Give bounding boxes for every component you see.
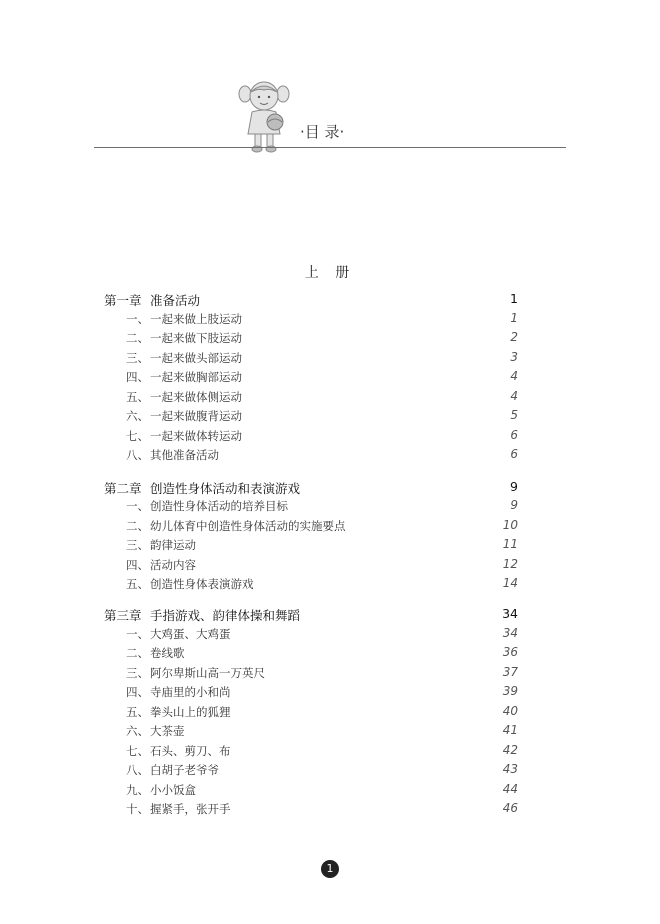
section-number: 一、 — [126, 499, 149, 513]
section-number: 四、 — [126, 685, 149, 699]
section-number: 五、 — [126, 705, 149, 719]
section-title: 阿尔卑斯山高一万英尺 — [150, 666, 265, 680]
section-title: 石头、剪刀、布 — [150, 744, 231, 758]
section-title: 其他准备活动 — [150, 448, 219, 462]
toc-section[interactable] — [104, 665, 520, 685]
section-title: 大茶壶 — [150, 724, 185, 738]
toc-section[interactable] — [104, 684, 520, 704]
chapter-title: 创造性身体活动和表演游戏 — [150, 481, 301, 496]
toc-section[interactable] — [104, 311, 520, 331]
toc-section[interactable] — [104, 557, 520, 577]
toc-section[interactable] — [104, 704, 520, 724]
section-number: 四、 — [126, 558, 149, 572]
toc-section[interactable] — [104, 447, 520, 467]
toc-section[interactable] — [104, 782, 520, 802]
toc-chapter-1[interactable] — [104, 291, 520, 311]
section-page: 1 — [510, 311, 518, 325]
section-number: 一、 — [126, 627, 149, 641]
toc-section[interactable] — [104, 626, 520, 646]
section-page: 6 — [510, 428, 518, 442]
section-number: 三、 — [126, 351, 149, 365]
section-number: 一、 — [126, 312, 149, 326]
toc-section[interactable] — [104, 537, 520, 557]
section-page: 46 — [502, 801, 518, 815]
toc-section[interactable] — [104, 518, 520, 538]
section-number: 八、 — [126, 763, 149, 777]
section-title: 创造性身体表演游戏 — [150, 577, 254, 591]
toc-chapter-3[interactable] — [104, 606, 520, 626]
section-title: 一起来做体转运动 — [150, 429, 242, 443]
section-page: 40 — [502, 704, 518, 718]
toc-section[interactable] — [104, 645, 520, 665]
section-page: 9 — [510, 498, 518, 512]
volume-title: 上 册 — [304, 265, 356, 281]
section-title: 大鸡蛋、大鸡蛋 — [150, 627, 231, 641]
section-title: 一起来做腹背运动 — [150, 409, 242, 423]
section-page: 37 — [502, 665, 518, 679]
section-number: 三、 — [126, 666, 149, 680]
section-number: 九、 — [126, 783, 149, 797]
toc-section[interactable] — [104, 801, 520, 821]
section-title: 拳头山上的狐狸 — [150, 705, 231, 719]
toc-section[interactable] — [104, 408, 520, 428]
toc-section[interactable] — [104, 498, 520, 518]
toc-section[interactable] — [104, 330, 520, 350]
section-title: 一起来做下肢运动 — [150, 331, 242, 345]
section-number: 十、 — [126, 802, 149, 816]
section-number: 三、 — [126, 538, 149, 552]
section-page: 14 — [502, 576, 518, 590]
toc-section[interactable] — [104, 428, 520, 448]
chapter-title: 准备活动 — [150, 293, 201, 308]
section-title: 一起来做胸部运动 — [150, 370, 242, 384]
toc-section[interactable] — [104, 389, 520, 409]
toc-chapter-2[interactable] — [104, 479, 520, 499]
section-page: 44 — [502, 782, 518, 796]
section-title: 韵律运动 — [150, 538, 196, 552]
section-page: 41 — [502, 723, 518, 737]
section-title: 卷线歌 — [150, 646, 185, 660]
section-title: 一起来做头部运动 — [150, 351, 242, 365]
section-title: 白胡子老爷爷 — [150, 763, 219, 777]
section-number: 八、 — [126, 448, 149, 462]
section-page: 12 — [502, 557, 518, 571]
section-number: 二、 — [126, 331, 149, 345]
chapter-title: 手指游戏、韵律体操和舞蹈 — [150, 608, 301, 623]
section-page: 43 — [502, 762, 518, 776]
chapter-page: 9 — [510, 479, 518, 494]
section-title: 一起来做上肢运动 — [150, 312, 242, 326]
section-number: 六、 — [126, 724, 149, 738]
page-title: ·目 录· — [300, 123, 345, 141]
section-number: 二、 — [126, 646, 149, 660]
page-number: 1 — [321, 860, 339, 878]
section-page: 3 — [510, 350, 518, 364]
section-page: 34 — [502, 626, 518, 640]
chapter-label: 第三章 — [104, 608, 142, 623]
section-title: 寺庙里的小和尚 — [150, 685, 231, 699]
section-page: 36 — [502, 645, 518, 659]
section-number: 六、 — [126, 409, 149, 423]
section-title: 小小饭盒 — [150, 783, 196, 797]
toc-section[interactable] — [104, 576, 520, 596]
section-title: 幼儿体育中创造性身体活动的实施要点 — [150, 519, 346, 533]
section-page: 11 — [502, 537, 518, 551]
section-number: 二、 — [126, 519, 149, 533]
section-page: 4 — [510, 369, 518, 383]
toc-section[interactable] — [104, 723, 520, 743]
section-number: 七、 — [126, 744, 149, 758]
chapter-label: 第一章 — [104, 293, 142, 308]
section-page: 39 — [502, 684, 518, 698]
section-page: 5 — [510, 408, 518, 422]
section-page: 2 — [510, 330, 518, 344]
toc-section[interactable] — [104, 743, 520, 763]
section-number: 四、 — [126, 370, 149, 384]
toc-section[interactable] — [104, 762, 520, 782]
section-number: 七、 — [126, 429, 149, 443]
girl-holding-ball-icon — [236, 78, 292, 154]
section-title: 创造性身体活动的培养目标 — [150, 499, 288, 513]
section-title: 一起来做体侧运动 — [150, 390, 242, 404]
toc-section[interactable] — [104, 369, 520, 389]
section-number: 五、 — [126, 390, 149, 404]
section-page: 4 — [510, 389, 518, 403]
section-number: 五、 — [126, 577, 149, 591]
section-page: 42 — [502, 743, 518, 757]
chapter-label: 第二章 — [104, 481, 142, 496]
section-page: 6 — [510, 447, 518, 461]
section-title: 握紧手，张开手 — [150, 802, 231, 816]
header-divider — [94, 147, 566, 148]
toc-section[interactable] — [104, 350, 520, 370]
section-page: 10 — [502, 518, 518, 532]
chapter-page: 34 — [502, 606, 518, 621]
section-title: 活动内容 — [150, 558, 196, 572]
chapter-page: 1 — [510, 291, 518, 306]
